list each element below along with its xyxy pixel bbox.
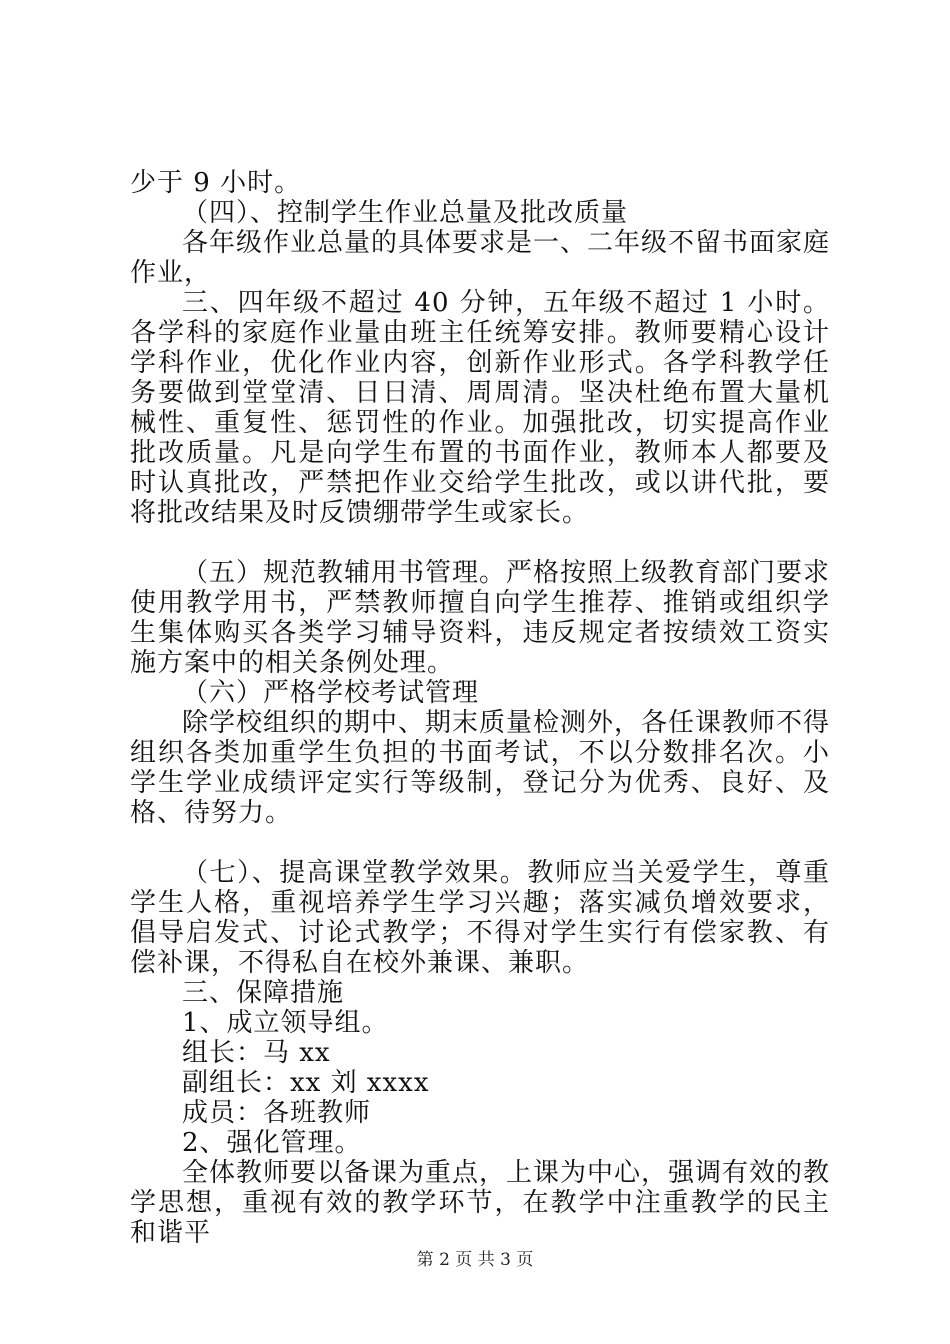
paragraph-homework-details: 三、四年级不超过 40 分钟，五年级不超过 1 小时。各学科的家庭作业量由班主任统筹安排。教师要精心设计学科作业，优化作业内容，创新作业形式。各学科教学任务要做到堂堂清、日日清、周周清。坚决杜绝布置大量机械性、重复性、惩罚性的作业。加强批改，切实提高作业批改质量。凡是向学生布置的书面作业，教师本人都要及时认真批改，严禁把作业交给学生批改，或以讲代批，要将批改结果及时反馈绷带学生或家长。	[130, 288, 830, 528]
paragraph-continuation: 少于 9 小时。	[130, 168, 302, 198]
heading-safeguards: 三、保障措施	[182, 978, 345, 1008]
heading-strengthen-management: 2、强化管理。	[182, 1128, 362, 1158]
heading-leadership-group: 1、成立领导组。	[182, 1008, 389, 1038]
heading-section-4: （四）、控制学生作业总量及批改质量	[182, 198, 629, 228]
paragraph-exam-management: 除学校组织的期中、期末质量检测外，各任课教师不得组织各类加重学生负担的书面考试，不以分数排名次。小学生学业成绩评定实行等级制，登记分为优秀、良好、及格、待努力。	[130, 708, 831, 828]
heading-section-6: （六）严格学校考试管理	[182, 678, 480, 708]
line-members: 成员：各班教师	[182, 1098, 372, 1128]
paragraph-section-7: （七）、提高课堂教学效果。教师应当关爱学生，尊重学生人格，重视培养学生学习兴趣；落实减负增效要求，倡导启发式、讨论式教学；不得对学生实行有偿家教、有偿补课，不得私自在校外兼课、兼职。	[130, 858, 830, 978]
paragraph-teaching-focus: 全体教师要以备课为重点，上课为中心，强调有效的教学思想，重视有效的教学环节，在教学中注重教学的民主和谐平	[130, 1158, 831, 1248]
page-footer: 第 2 页 共 3 页	[416, 1250, 534, 1270]
line-group-leader: 组长：马 xx	[182, 1038, 331, 1068]
paragraph-homework-total: 各年级作业总量的具体要求是一、二年级不留书面家庭作业，	[130, 228, 831, 288]
paragraph-section-5: （五）规范教辅用书管理。严格按照上级教育部门要求使用教学用书，严禁教师擅自向学生推荐、推销或组织学生集体购买各类学习辅导资料，违反规定者按绩效工资实施方案中的相关条例处理。	[130, 558, 831, 678]
line-deputy-leader: 副组长：xx 刘 xxxx	[182, 1068, 430, 1098]
document-body	[130, 168, 830, 1248]
